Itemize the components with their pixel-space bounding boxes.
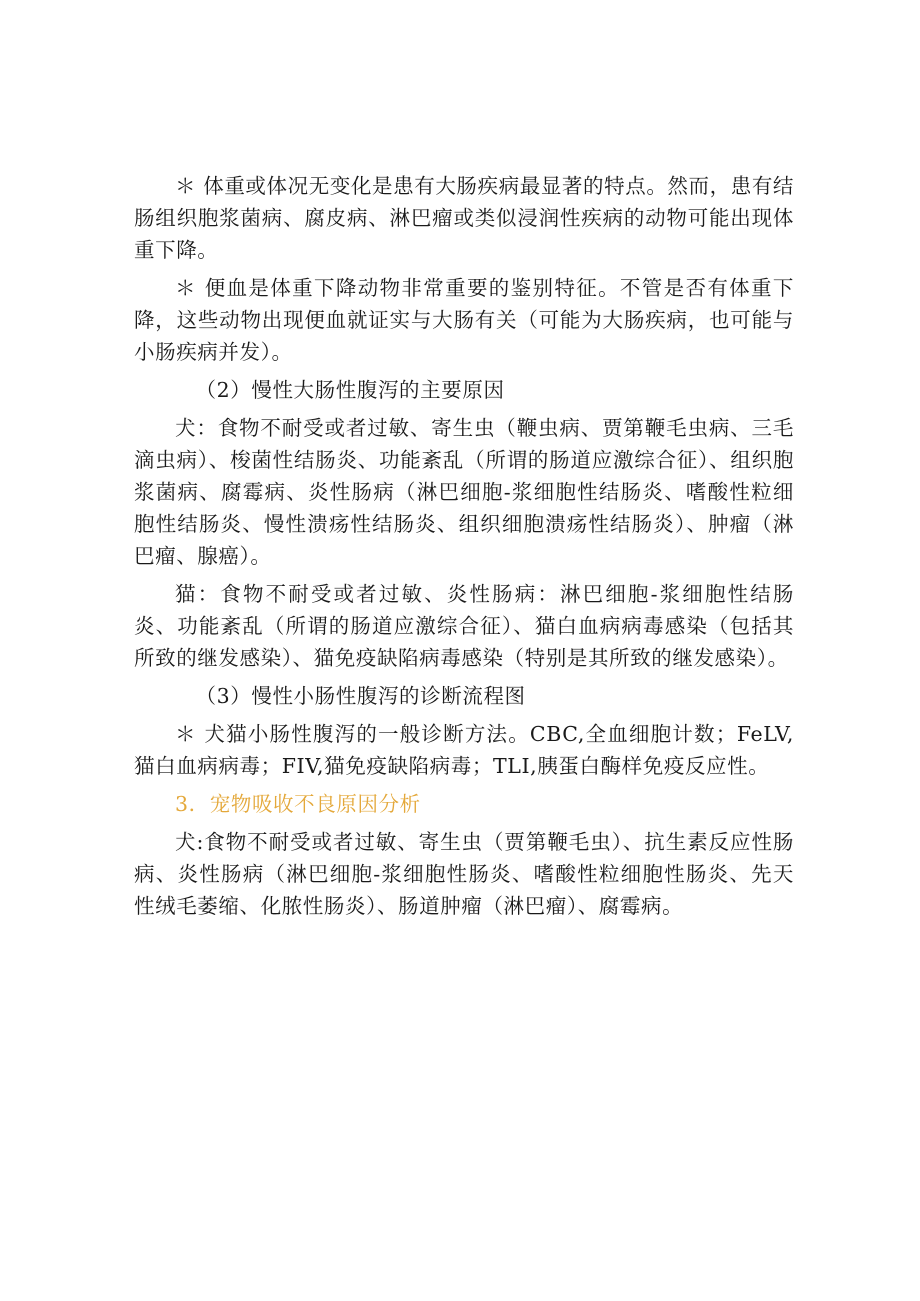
paragraph-dog-malabsorption: 犬:食物不耐受或者过敏、寄生虫（贾第鞭毛虫）、抗生素反应性肠病、炎性肠病（淋巴细胞-浆细胞性肠炎、嗜酸性粒细胞性肠炎、先天性绒毛萎缩、化脓性肠炎）、肠道肿瘤（淋巴瘤）、腐霉病。	[134, 830, 794, 918]
paragraph-cat-causes: 猫：食物不耐受或者过敏、炎性肠病：淋巴细胞-浆细胞性结肠炎、功能紊乱（所谓的肠道应激综合征）、猫白血病病毒感染（包括其所致的继发感染）、猫免疫缺陷病毒感染（特别是其所致的继发感染）。	[134, 582, 794, 670]
paragraph-diagnosis-methods: ＊ 犬猫小肠性腹泻的一般诊断方法。CBC,全血细胞计数；FeLV,猫白血病病毒；FIV,猫免疫缺陷病毒；TLI,胰蛋白酶样免疫反应性。	[134, 722, 794, 778]
heading-chronic-large-bowel-causes: （2）慢性大肠性腹泻的主要原因	[195, 378, 505, 402]
paragraph-hematochezia: ＊ 便血是体重下降动物非常重要的鉴别特征。不管是否有体重下降，这些动物出现便血就证实与大肠有关（可能为大肠疾病，也可能与小肠疾病并发）。	[134, 276, 794, 364]
paragraph-dog-causes: 犬：食物不耐受或者过敏、寄生虫（鞭虫病、贾第鞭毛虫病、三毛滴虫病）、梭菌性结肠炎、功能紊乱（所谓的肠道应激综合征）、组织胞浆菌病、腐霉病、炎性肠病（淋巴细胞-浆细胞性结肠炎、嗜酸性粒细胞性结肠炎、慢性溃疡性结肠炎、组织细胞溃疡性结肠炎）、肿瘤（淋巴瘤、腺癌）。	[134, 416, 794, 568]
paragraph-weight-unchanged: ＊ 体重或体况无变化是患有大肠疾病最显著的特点。然而，患有结肠组织胞浆菌病、腐皮病、淋巴瘤或类似浸润性疾病的动物可能出现体重下降。	[134, 174, 795, 262]
document-body	[134, 170, 794, 928]
section-title-malabsorption: 3．宠物吸收不良原因分析	[175, 792, 421, 816]
heading-small-bowel-diagnosis: （3）慢性小肠性腹泻的诊断流程图	[195, 684, 526, 708]
